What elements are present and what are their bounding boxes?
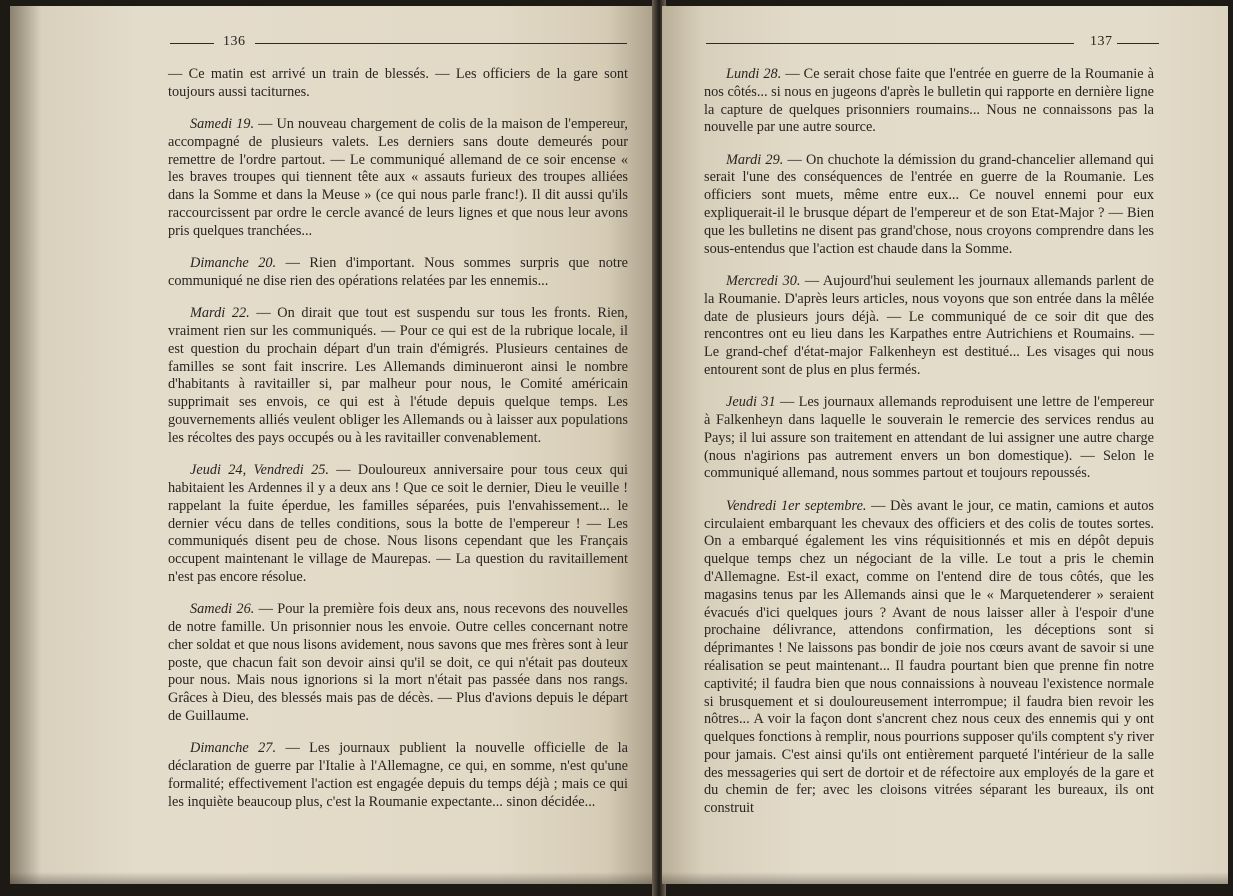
- journal-entry: [168, 255, 628, 291]
- journal-entry: [168, 740, 628, 811]
- left-page: [10, 6, 658, 884]
- entry-date: Jeudi 24, Vendredi 25.: [190, 462, 329, 479]
- header-rule: [1117, 43, 1159, 44]
- right-page-header: [662, 34, 1228, 54]
- page-number-left: 136: [223, 34, 246, 49]
- left-page-header: [10, 34, 658, 54]
- header-rule: [255, 43, 627, 44]
- entry-date: Jeudi 31: [726, 394, 776, 411]
- journal-entry: [168, 305, 628, 447]
- journal-entry: [168, 601, 628, 726]
- entry-text: — Douloureux anniversaire pour tous ceux qui habitaient les Ardennes il y a deux ans ! Que ce soit le dernier, Dieu le veuille ! rappelant la fuite éperdue, les familles séparées, puis l'envahissement... le dernier vécu dans de telles conditions, sous la botte de l'empereur ! — Les communiqués disent peu de chose. Nous lisons cependant que les Français occupent maintenant le village de Maurepas. — La question du ravitaillement n'est pas encore résolue.: [168, 462, 629, 585]
- header-rule: [706, 43, 1074, 44]
- entry-text: — Rien d'important. Nous sommes surpris que notre communiqué ne dise rien des opérations relatées par les ennemis...: [168, 255, 628, 289]
- journal-entry: [168, 66, 628, 102]
- entry-text: — Les journaux publient la nouvelle officielle de la déclaration de guerre par l'Italie à l'Allemagne, ce qui, en somme, n'est qu'une formalité; effectivement l'action est engagée depuis du temps déjà ; mais ce qui les inquiète beaucoup plus, c'est la Roumanie expectante... sinon décidée...: [168, 740, 628, 810]
- entry-date: Mercredi 30.: [726, 272, 801, 289]
- journal-entry: [704, 498, 1154, 818]
- entry-date: Vendredi 1er septembre.: [726, 497, 867, 514]
- entry-text: — Pour la première fois deux ans, nous recevons des nouvelles de notre famille. Un prisonnier nous les envoie. Outre celles concernant notre cher soldat et que nous lisons avidement, nous savons que mes frères sont à leur poste, que chacun fait son devoir ainsi qu'il se doit, ce qui n'était pas douteux pour nous. Mais nous ignorions si la mort n'était pas passée dans nos rangs. Grâces à Dieu, des blessés mais pas de décès. — Plus d'avions depuis le départ de Guillaume.: [168, 601, 628, 724]
- entry-text: — Dès avant le jour, ce matin, camions et autos circulaient embarquant les chevaux des officiers et des colis de toutes sortes. On a embarqué également les vins réquisitionnés et mis en dépôt depuis quelque temps chez un négociant de la ville. Le tout a pris le chemin d'Allemagne. Est-il exact, comme on l'entend dire de tous côtés, que les magasins tenus par les Allemands ainsi que le « Marquetenderer » seraient évacués d'ici quelques jours ? Avant de nous laisser aller à l'espoir d'une prochaine délivrance, attendons confirmation, les déceptions sont si déprimantes ! Ne laissons pas bondir de joie nos cœurs avant de savoir si une réalisation se peut maintenant... Il faudra pourtant bien que prenne fin notre captivité; il faudra bien que nous connaissions à nouveau l'existence normale si brusquement et si douloureusement interrompue; il faudra bien revoir les nôtres... A voir la façon dont s'ancrent chez nous ceux des ennemis qui y ont quelques fonctions à remplir, nous pourrions supposer qu'ils comptent s'y river pour jamais. C'est ainsi qu'ils ont entièrement parqueté l'intérieur de la salle des messageries qui sert de dortoir et de réfectoire aux employés de la gare et du chemin de fer; avec les cloisons vitrées séparant les bureaux, ils ont construit: [704, 497, 1154, 817]
- entry-text: — On chuchote la démission du grand-chancelier allemand qui serait l'une des conséquences de l'entrée en guerre de la Roumanie. Les officiers sont muets, même entre eux... Ce nouvel ennemi pour eux expliquerait-il le brusque départ de l'empereur et de son Etat-Major ? — Bien que les bulletins ne disent pas grand'chose, nous croyons comprendre dans les sous-entendus que l'action est chaude dans la Somme.: [704, 151, 1154, 257]
- page-bottom-edge: [662, 872, 1228, 884]
- journal-entry: [704, 66, 1154, 137]
- entry-date: Dimanche 20.: [190, 255, 277, 272]
- entry-text: — On dirait que tout est suspendu sur tous les fronts. Rien, vraiment rien sur les communiqués. — Pour ce qui est de la rubrique locale, il est question du prochain départ d'un train d'émigrés. Plusieurs centaines de familles se sont fait inscrire. Les Allemands diminueront ainsi le nombre d'habitants à ravitailler si, par malheur pour nous, le Comité américain supprimait ses envois, ce qui est à l'étude depuis quelque temps. Les gouvernements alliés veulent obliger les Allemands ou à laisser aux populations les récoltes des pays occupés ou à les ravitailler convenablement.: [168, 305, 628, 446]
- entry-date: Dimanche 27.: [190, 740, 277, 757]
- entry-text: — Aujourd'hui seulement les journaux allemands parlent de la Roumanie. D'après leurs articles, nous voyons que son entrée dans la mêlée date de plusieurs jours déjà. — Le communiqué de ce soir dit que des rencontres ont eu lieu dans les Karpathes entre Autrichiens et Roumains. — Le grand-chef d'état-major Falkenheyn est destitué... Les visages qui nous entourent sont de plus en plus fermés.: [704, 272, 1154, 378]
- journal-entry: [168, 462, 628, 587]
- entry-text: — Ce serait chose faite que l'entrée en guerre de la Roumanie à nos côtés... si nous en jugeons d'après le bulletin qui rapporte en dernière ligne la capture de quelques prisonniers roumains... Nous ne connaissons pas la nouvelle par une autre source.: [704, 66, 1154, 136]
- journal-entry: [704, 152, 1154, 259]
- journal-entry: [704, 273, 1154, 380]
- header-rule: [170, 43, 214, 44]
- right-page-text: [704, 66, 1154, 833]
- entry-text: — Un nouveau chargement de colis de la maison de l'empereur, accompagné de plusieurs valets. Les derniers sans doute demeurés pour remettre de l'ordre partout. — Le communiqué allemand de ce soir encense « les braves troupes qui tiennent tête aux « assauts furieux des troupes alliées dans la Somme et dans la Meuse » (ce qui nous parle franc!). Il dit aussi qu'ils raccourcissent par ordre le cercle avancé de leurs lignes et que nous leur avons pris quelques tranchées...: [168, 116, 628, 239]
- entry-date: Samedi 26.: [190, 601, 255, 618]
- page-number-right: 137: [1090, 34, 1113, 49]
- entry-date: Mardi 22.: [190, 305, 250, 322]
- entry-date: Lundi 28.: [726, 66, 782, 82]
- page-edge-shadow: [10, 6, 40, 884]
- journal-entry: [168, 116, 628, 241]
- entry-date: Samedi 19.: [190, 116, 255, 133]
- left-page-text: [168, 66, 628, 826]
- right-page: [662, 6, 1228, 884]
- entry-text: — Les journaux allemands reproduisent une lettre de l'empereur à Falkenheyn dans laquelle le souverain le remercie des services rendus au Pays; il lui assure son traitement en attendant de lui assigner une autre charge (nous n'agirions pas autrement envers un bon domestique). — Selon le communiqué allemand, nous sommes partout et toujours repoussés.: [704, 394, 1154, 482]
- entry-date: Mardi 29.: [726, 151, 784, 168]
- entry-text: — Ce matin est arrivé un train de blessés. — Les officiers de la gare sont toujours aussi taciturnes.: [168, 66, 628, 100]
- journal-entry: [704, 394, 1154, 483]
- page-bottom-edge: [10, 872, 658, 884]
